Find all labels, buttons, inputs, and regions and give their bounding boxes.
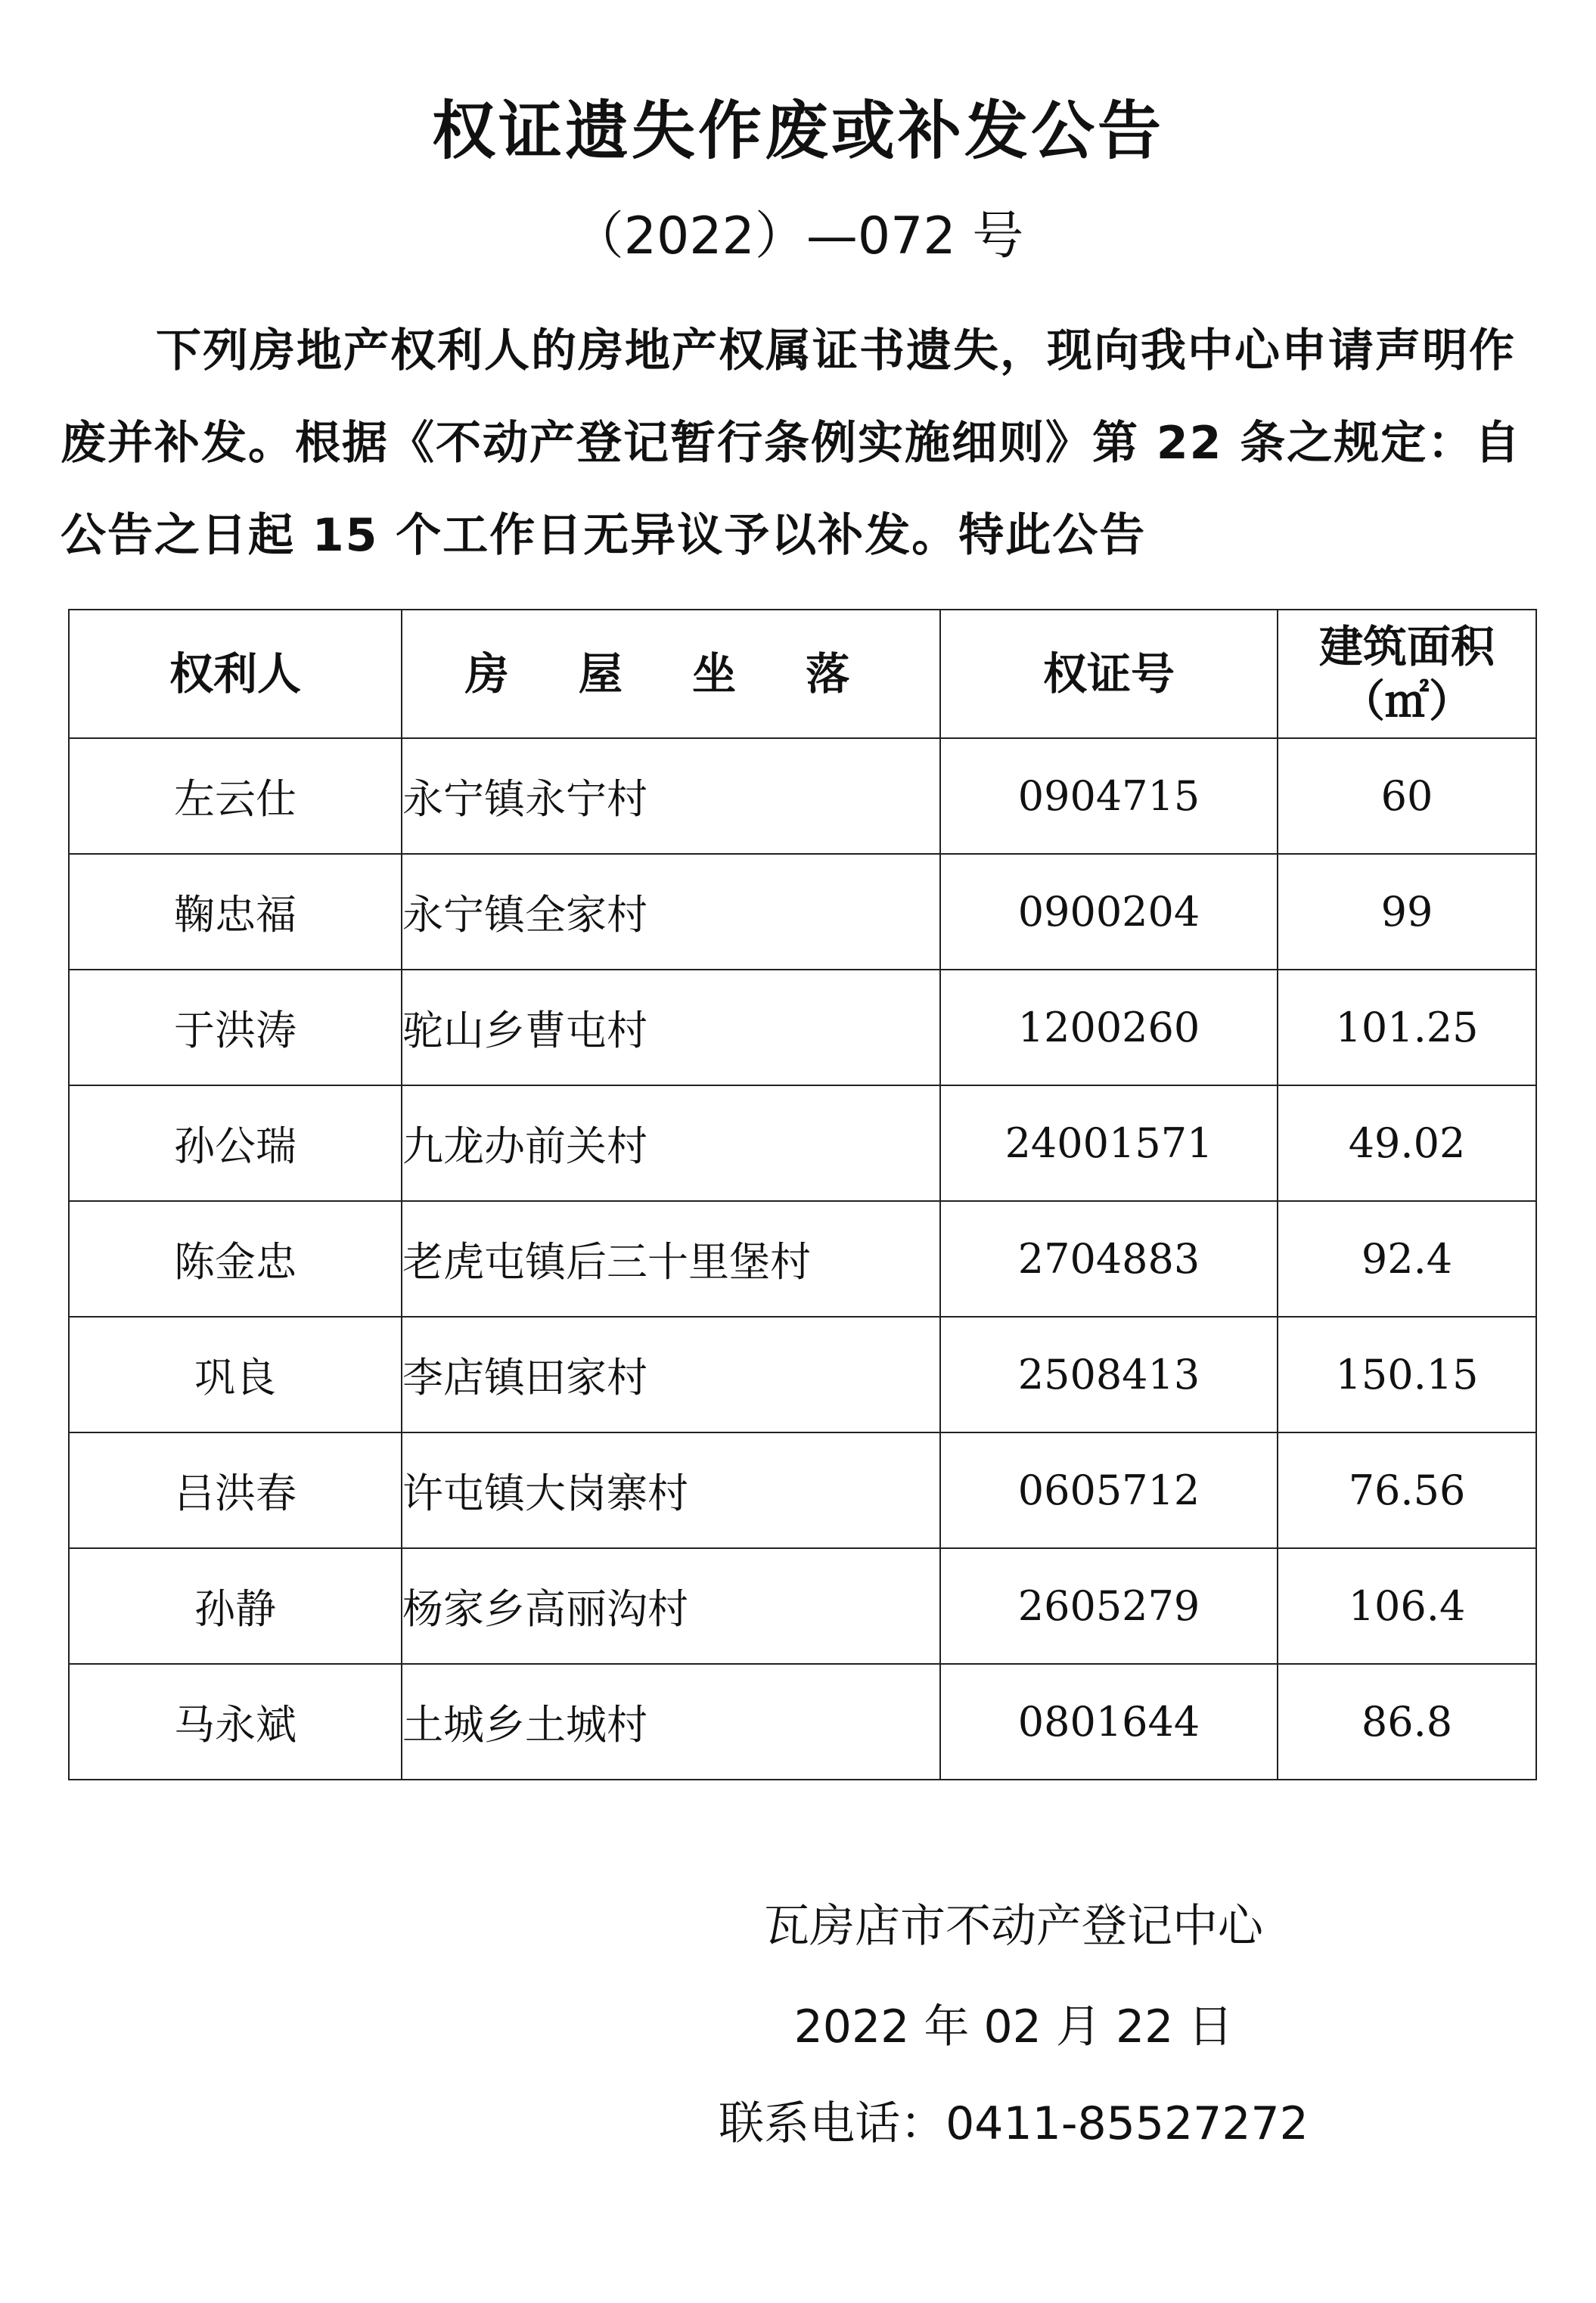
- owner-cell: 巩良: [69, 1317, 402, 1432]
- cert-no-cell: 2508413: [940, 1317, 1278, 1432]
- certificate-table: [68, 609, 1537, 1780]
- owner-cell: 左云仕: [69, 738, 402, 854]
- location-cell: 杨家乡高丽沟村: [402, 1548, 940, 1664]
- header-cert-no: 权证号: [940, 610, 1278, 738]
- area-cell: 99: [1278, 854, 1536, 970]
- cert-no-cell: 0605712: [940, 1432, 1278, 1548]
- location-cell: 许屯镇大岗寨村: [402, 1432, 940, 1548]
- header-location-label: 房 屋 坐 落: [464, 648, 877, 700]
- table-row: [69, 1201, 1536, 1317]
- owner-cell: 孙静: [69, 1548, 402, 1664]
- location-cell: 驼山乡曹屯村: [402, 970, 940, 1085]
- intro-paragraph: 下列房地产权利人的房地产权属证书遗失，现向我中心申请声明作废并补发。根据《不动产登记暂行条例实施细则》第 22 条之规定：自公告之日起 15 个工作日无异议予以补发。特此公告: [61, 324, 1522, 562]
- document-number: （2022）—072 号: [572, 206, 1024, 266]
- location-cell: 九龙办前关村: [402, 1085, 940, 1201]
- area-cell: 101.25: [1278, 970, 1536, 1085]
- header-area-label: 建筑面积: [1318, 621, 1495, 672]
- owner-cell: 孙公瑞: [69, 1085, 402, 1201]
- area-cell: 106.4: [1278, 1548, 1536, 1664]
- header-owner: 权利人: [69, 610, 402, 738]
- table-row: [69, 970, 1536, 1085]
- table-header-row: [69, 610, 1536, 738]
- area-cell: 76.56: [1278, 1432, 1536, 1548]
- cert-no-cell: 2704883: [940, 1201, 1278, 1317]
- cert-no-cell: 1200260: [940, 970, 1278, 1085]
- location-cell: 老虎屯镇后三十里堡村: [402, 1201, 940, 1317]
- owner-cell: 马永斌: [69, 1664, 402, 1780]
- header-area: [1278, 610, 1536, 738]
- location-cell: 永宁镇全家村: [402, 854, 940, 970]
- area-cell: 150.15: [1278, 1317, 1536, 1432]
- owner-cell: 陈金忠: [69, 1201, 402, 1317]
- table-row: [69, 1432, 1536, 1548]
- cert-no-cell: 0801644: [940, 1664, 1278, 1780]
- table-row: [69, 1548, 1536, 1664]
- owner-cell: 鞠忠福: [69, 854, 402, 970]
- location-cell: 李店镇田家村: [402, 1317, 940, 1432]
- area-cell: 60: [1278, 738, 1536, 854]
- table-row: [69, 738, 1536, 854]
- location-cell: 永宁镇永宁村: [402, 738, 940, 854]
- table-row: [69, 1317, 1536, 1432]
- table-row: [69, 1085, 1536, 1201]
- area-cell: 49.02: [1278, 1085, 1536, 1201]
- owner-cell: 吕洪春: [69, 1432, 402, 1548]
- header-location: [402, 610, 940, 738]
- owner-cell: 于洪涛: [69, 970, 402, 1085]
- contact-phone: 联系电话：0411-85527272: [719, 2097, 1309, 2150]
- location-cell: 土城乡土城村: [402, 1664, 940, 1780]
- table-row: [69, 854, 1536, 970]
- issue-date: 2022 年 02 月 22 日: [793, 2000, 1234, 2053]
- cert-no-cell: 2605279: [940, 1548, 1278, 1664]
- page-title: 权证遗失作废或补发公告: [431, 94, 1164, 168]
- cert-no-cell: 0900204: [940, 854, 1278, 970]
- area-cell: 92.4: [1278, 1201, 1536, 1317]
- area-cell: 86.8: [1278, 1664, 1536, 1780]
- issuing-organization: 瓦房店市不动产登记中心: [764, 1900, 1263, 1953]
- cert-no-cell: 0904715: [940, 738, 1278, 854]
- table-row: [69, 1664, 1536, 1780]
- cert-no-cell: 24001571: [940, 1085, 1278, 1201]
- header-area-unit: （㎡）: [1340, 675, 1473, 727]
